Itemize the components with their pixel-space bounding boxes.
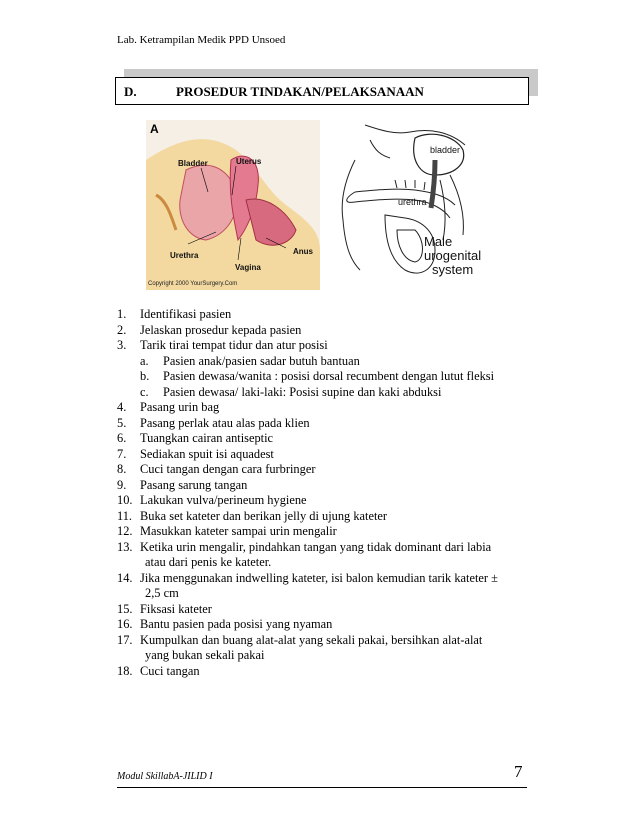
step-text: Cuci tangan dengan cara furbringer — [140, 462, 316, 476]
label-anus: Anus — [293, 247, 313, 256]
list-item — [117, 602, 541, 618]
step-number: 4. — [117, 400, 127, 414]
list-item — [117, 633, 541, 649]
sub-list-item — [117, 385, 541, 401]
step-number: 1. — [117, 307, 127, 321]
caption-line-3: system — [432, 262, 474, 277]
sub-step-text: Pasien dewasa/wanita : posisi dorsal recumbent dengan lutut fleksi — [163, 369, 495, 383]
list-item — [117, 493, 541, 509]
step-text: Buka set kateter dan berikan jelly di ujung kateter — [140, 508, 388, 523]
label-male-urethra: urethra — [398, 197, 427, 207]
step-text: Jelaskan prosedur kepada pasien — [140, 322, 302, 337]
list-item — [117, 540, 541, 556]
page-header: Lab. Ketrampilan Medik PPD Unsoed — [117, 34, 286, 46]
male-figure-caption — [424, 235, 484, 277]
step-number: 13. — [117, 539, 133, 554]
label-male-bladder: bladder — [430, 145, 461, 155]
list-item — [117, 431, 541, 447]
step-number: 15. — [117, 601, 133, 616]
list-item — [117, 571, 541, 587]
step-text: Fiksasi kateter — [140, 601, 212, 616]
list-item — [117, 416, 541, 432]
step-number: 8. — [117, 462, 127, 476]
label-uterus: Uterus — [236, 157, 262, 166]
caption-line-1: Male — [424, 234, 453, 249]
female-anatomy-illustration — [146, 120, 320, 290]
step-continuation: atau dari penis ke kateter. — [145, 555, 272, 569]
step-number: 16. — [117, 617, 133, 631]
sub-step-text: Pasien dewasa/ laki-laki: Posisi supine dan kaki abduksi — [163, 384, 442, 399]
list-item — [117, 509, 541, 525]
section-title: PROSEDUR TINDAKAN/PELAKSANAAN — [176, 84, 424, 99]
figure-letter: A — [150, 122, 159, 136]
list-item — [117, 307, 541, 323]
step-text: Jika menggunakan indwelling kateter, isi balon kemudian tarik kateter ± — [140, 570, 498, 585]
step-number: 3. — [117, 338, 127, 352]
sub-list-item — [117, 354, 541, 370]
section-letter: D. — [124, 84, 137, 99]
label-urethra: Urethra — [170, 251, 199, 260]
step-text: Ketika urin mengalir, pindahkan tangan yang tidak dominant dari labia — [140, 539, 492, 554]
step-number: 14. — [117, 570, 133, 585]
step-number: 9. — [117, 477, 127, 492]
step-number: 5. — [117, 415, 127, 430]
step-text: Pasang sarung tangan — [140, 477, 248, 492]
step-text: Lakukan vulva/perineum hygiene — [140, 493, 307, 507]
step-text: Pasang urin bag — [140, 400, 220, 414]
step-text: Identifikasi pasien — [140, 307, 232, 321]
step-number: 2. — [117, 322, 127, 337]
step-number: 17. — [117, 632, 133, 647]
step-text: Sediakan spuit isi aquadest — [140, 446, 274, 461]
list-item — [117, 462, 541, 478]
list-item — [117, 323, 541, 339]
step-number: 18. — [117, 663, 133, 678]
step-text: Cuci tangan — [140, 663, 200, 678]
list-item — [117, 447, 541, 463]
sub-step-letter: a. — [140, 353, 149, 368]
list-item — [117, 478, 541, 494]
step-text: Tuangkan cairan antiseptic — [140, 431, 274, 445]
list-item — [117, 524, 541, 540]
section-heading — [115, 77, 529, 105]
label-vagina: Vagina — [235, 263, 261, 272]
label-bladder: Bladder — [178, 159, 208, 168]
sub-list-item — [117, 369, 541, 385]
step-number: 6. — [117, 431, 127, 445]
list-item — [117, 617, 541, 633]
step-number: 12. — [117, 524, 133, 538]
caption-line-2: urogenital — [424, 248, 482, 263]
step-text: Bantu pasien pada posisi yang nyaman — [140, 617, 333, 631]
step-text: Tarik tirai tempat tidur dan atur posisi — [140, 338, 328, 352]
step-text: Kumpulkan dan buang alat-alat yang sekali pakai, bersihkan alat-alat — [140, 632, 483, 647]
page-number: 7 — [514, 762, 523, 781]
list-item — [117, 338, 541, 354]
step-continuation: 2,5 cm — [145, 586, 179, 600]
step-text: Pasang perlak atau alas pada klien — [140, 415, 310, 430]
list-item — [117, 400, 541, 416]
sub-step-letter: c. — [140, 384, 149, 399]
footer-module-title: Modul SkillabA-JILID I — [117, 771, 213, 782]
step-text: Masukkan kateter sampai urin mengalir — [140, 524, 337, 538]
sub-step-text: Pasien anak/pasien sadar butuh bantuan — [163, 353, 360, 368]
figure-copyright: Copyright 2000 YourSurgery.Com — [148, 281, 238, 287]
procedure-steps-list — [117, 307, 541, 679]
step-continuation: yang bukan sekali pakai — [145, 648, 265, 662]
footer-divider — [117, 787, 527, 788]
step-number: 11. — [117, 508, 133, 523]
list-item — [117, 664, 541, 680]
sub-step-letter: b. — [140, 369, 150, 383]
step-number: 10. — [117, 493, 133, 507]
step-number: 7. — [117, 446, 127, 461]
